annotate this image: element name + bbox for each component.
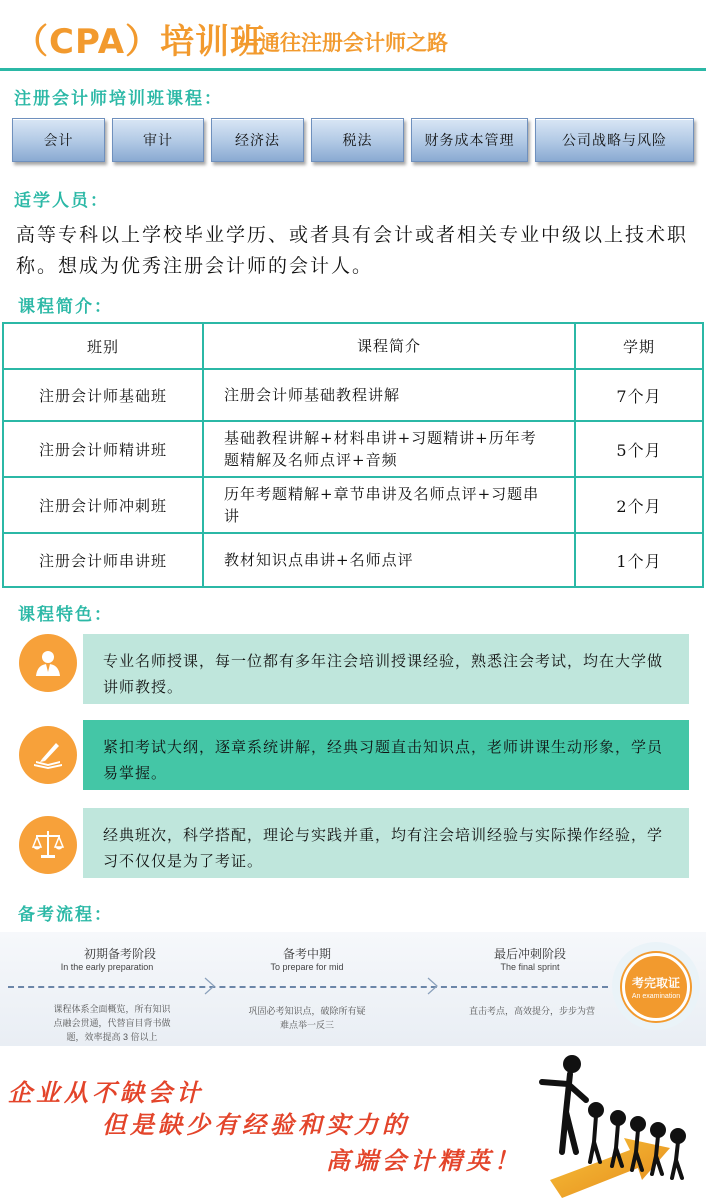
header-divider — [0, 68, 706, 71]
page-header — [0, 0, 706, 70]
stage-desc-line: 课程体系全面概览，所有知识 — [53, 1004, 171, 1014]
stage-description — [452, 1004, 612, 1018]
table-row — [4, 370, 702, 422]
table-row — [4, 422, 702, 478]
row-class: 注册会计师串讲班 — [4, 534, 204, 586]
stage-title: 初期备考阶段 — [83, 947, 156, 961]
row-class: 注册会计师精讲班 — [4, 422, 204, 476]
target-title: 适学人员： — [14, 191, 109, 211]
slogan-line-1: 企业从不缺会计 — [8, 1078, 204, 1107]
teacher-icon — [19, 634, 77, 692]
goal-title: 考完取证 — [631, 976, 680, 990]
course-table — [2, 322, 704, 588]
stage-desc-line: 题，效率提高 3 倍以上 — [66, 1032, 158, 1042]
goal-badge — [622, 953, 690, 1021]
column-header-term: 学期 — [622, 337, 655, 356]
stage-subtitle: The final sprint — [500, 962, 560, 972]
table-header-row — [4, 324, 702, 370]
intro-title: 课程简介： — [18, 297, 113, 317]
row-class: 注册会计师基础班 — [4, 370, 204, 420]
page-title: （CPA）培训班 — [14, 22, 266, 62]
row-term: 7个月 — [616, 386, 662, 406]
stage-title: 备考中期 — [282, 947, 331, 961]
course-button-financial-management[interactable]: 财务成本管理 — [411, 118, 528, 162]
stage-desc-line: 难点举一反三 — [279, 1020, 334, 1030]
row-desc: 教材知识点串讲+名师点评 — [204, 534, 576, 586]
courses-title: 注册会计师培训班课程： — [14, 89, 223, 109]
stage-description — [232, 1004, 382, 1032]
writing-icon — [19, 726, 77, 784]
stage-desc-line: 点融会贯通，代替盲目背书做 — [53, 1018, 171, 1028]
flow-title: 备考流程： — [18, 905, 113, 925]
row-desc: 历年考题精解+章节串讲及名师点评+习题串讲 — [204, 478, 576, 532]
feature-box: 专业名师授课，每一位都有多年注会培训授课经验，熟悉注会考试，均在大学做讲师教授。 — [83, 634, 689, 704]
stage-desc-line: 巩固必考知识点，破除所有疑 — [248, 1006, 366, 1016]
row-class: 注册会计师冲刺班 — [4, 478, 204, 532]
team-arrow-illustration — [520, 1052, 706, 1201]
stage-title: 最后冲刺阶段 — [493, 947, 566, 961]
target-description: 高等专科以上学校毕业学历、或者具有会计或者相关专业中级以上技术职称。想成为优秀注册会计师的会计人。 — [16, 224, 689, 277]
course-button-strategy-risk[interactable]: 公司战略与风险 — [535, 118, 694, 162]
stage-desc-line: 直击考点，高效提分，步步为营 — [468, 1006, 595, 1016]
column-header-desc: 课程简介 — [204, 324, 576, 368]
course-button-economic-law[interactable]: 经济法 — [211, 118, 304, 162]
slogan-line-3: 高端会计精英！ — [326, 1146, 522, 1175]
column-header-class: 班别 — [4, 324, 204, 368]
scales-icon — [19, 816, 77, 874]
table-row — [4, 534, 702, 586]
row-term: 1个月 — [616, 551, 662, 571]
row-desc: 注册会计师基础教程讲解 — [204, 370, 576, 420]
course-button-accounting[interactable]: 会计 — [12, 118, 105, 162]
goal-subtitle: An examination — [631, 993, 681, 1000]
stage-subtitle: To prepare for mid — [270, 962, 344, 972]
feature-box: 紧扣考试大纲，逐章系统讲解，经典习题直击知识点，老师讲课生动形象，学员易掌握。 — [83, 720, 689, 790]
row-term: 5个月 — [616, 440, 662, 460]
features-title: 课程特色： — [18, 605, 113, 625]
feature-box: 经典班次，科学搭配，理论与实践并重，均有注会培训经验与实际操作经验，学习不仅仅是为了考证。 — [83, 808, 689, 878]
stage-description — [22, 1002, 202, 1044]
stage-subtitle: In the early preparation — [60, 962, 154, 972]
page-subtitle: —通往注册会计师之路 — [238, 31, 448, 55]
course-button-tax-law[interactable]: 税法 — [311, 118, 404, 162]
row-desc: 基础教程讲解+材料串讲+习题精讲+历年考题精解及名师点评+音频 — [204, 422, 576, 476]
table-row — [4, 478, 702, 534]
slogan-line-2: 但是缺少有经验和实力的 — [102, 1110, 410, 1139]
course-button-audit[interactable]: 审计 — [112, 118, 204, 162]
row-term: 2个月 — [616, 496, 662, 516]
